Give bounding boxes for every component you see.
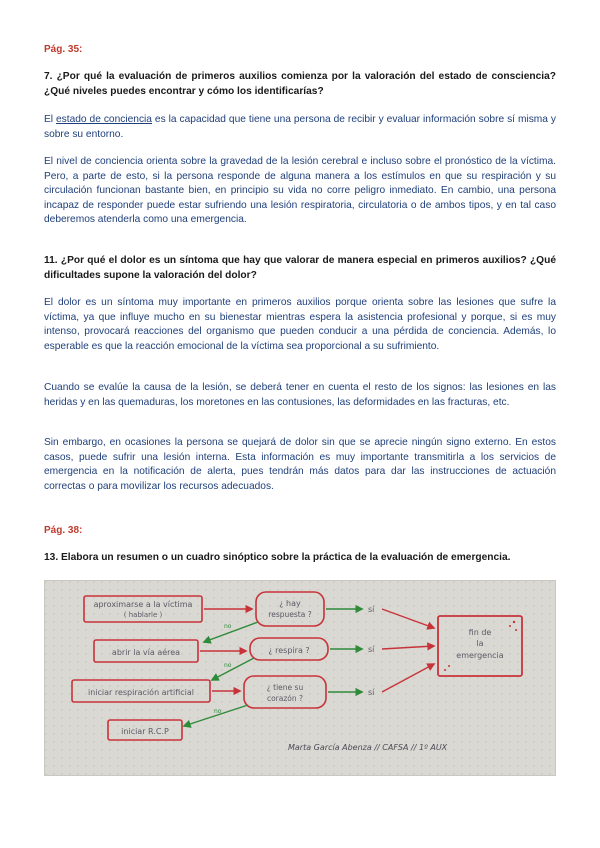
answer-11-paragraph-3: Sin embargo, en ocasiones la persona se quejará de dolor sin que se aprecie ningún signo externo. En estos casos, puede sufrir una lesión interna. Esta información es muy importante transmitirla a los servicios de emergencia en la notificación de alerta, pues tendrán más datos para dar las instrucciones de actuación correctas o para movilizar los recursos adecuados.	[44, 437, 556, 492]
no-label-2: no	[224, 662, 232, 669]
question-response-line1: ¿ hay	[279, 599, 301, 608]
question-heart-line2: corazón ?	[266, 694, 304, 703]
answer-11-paragraph-1: El dolor es un síntoma muy importante en primeros auxilios porque orienta sobre las lesiones que sufre la víctima, ya que influye mucho en su bienestar mientras espera la asistencia profesional y porque, si es muy intenso, provocará reacciones del organismo que pueden conducir a una pérdida de conciencia. Además, lo esperable es que la reacción emocional de la víctima sea proporcional a su sufrimiento.	[44, 297, 556, 352]
end-box-line2: la	[476, 639, 484, 648]
answer-7-paragraph-1	[44, 113, 556, 142]
answer-7-prefix: El	[44, 114, 57, 125]
yes-label-2: sí	[368, 645, 375, 654]
page-label-35: Pág. 35:	[44, 44, 83, 55]
signature: Marta García Abenza // CAFSA // 1º AUX	[288, 743, 448, 752]
yes-label-3: sí	[368, 688, 375, 697]
question-7: 7. ¿Por qué la evaluación de primeros auxilios comienza por la valoración del estado de consciencia? ¿Qué niveles puedes encontrar y cómo los identificarías?	[44, 71, 556, 97]
question-breathing-label: ¿ respira ?	[268, 646, 310, 655]
yes-label-1: sí	[368, 605, 375, 614]
box-artificial-breathing-label: iniciar respiración artificial	[87, 688, 195, 697]
question-response-line2: respuesta ?	[268, 610, 312, 619]
no-label-3: no	[214, 708, 222, 715]
flowchart-diagram	[44, 580, 556, 776]
answer-7-paragraph-2: El nivel de conciencia orienta sobre la gravedad de la lesión cerebral e incluso sobre el pronóstico de la víctima. Pero, a parte de esto, si la persona responde de alguna manera a los estímulos en que su respiración y su circulación funcionan bastante bien, en principio su vida no corre peligro inmediato. En cambio, una persona incapaz de responder puede estar sufriendo una lesión respiratoria, circulatoria o de ambos tipos, y en tal caso deberemos atenderla como una emergencia.	[44, 156, 556, 225]
end-box-line3: emergencia	[456, 651, 504, 660]
box-approach-line2: ( hablarle )	[123, 611, 163, 619]
no-label-1: no	[224, 623, 232, 630]
handwritten-diagram-photo	[44, 580, 556, 776]
term-estado-de-conciencia: estado de conciencia	[56, 114, 152, 125]
box-start-cpr-label: iniciar R.C.P	[121, 727, 169, 736]
answer-11-paragraph-2: Cuando se evalúe la causa de la lesión, se deberá tener en cuenta el resto de los signos: las lesiones en las heridas y en las quemaduras, los moretones en las contusiones, las deformidades en las fracturas, etc.	[44, 382, 556, 408]
question-heart-line1: ¿ tiene su	[266, 683, 304, 692]
question-13: 13. Elabora un resumen o un cuadro sinóptico sobre la práctica de la evaluación de emergencia.	[44, 552, 511, 563]
end-box-line1: fin de	[468, 628, 492, 637]
page-label-38: Pág. 38:	[44, 525, 83, 536]
box-open-airway-label: abrir la vía aérea	[111, 648, 181, 657]
question-11: 11. ¿Por qué el dolor es un síntoma que hay que valorar de manera especial en primeros auxilios? ¿Qué dificultades supone la valoración del dolor?	[44, 255, 556, 281]
answer-7-text: es la capacidad que tiene una persona de recibir y evaluar información sobre sí misma y sobre su entorno.	[44, 114, 556, 140]
box-approach-line1: aproximarse a la víctima	[93, 600, 193, 609]
